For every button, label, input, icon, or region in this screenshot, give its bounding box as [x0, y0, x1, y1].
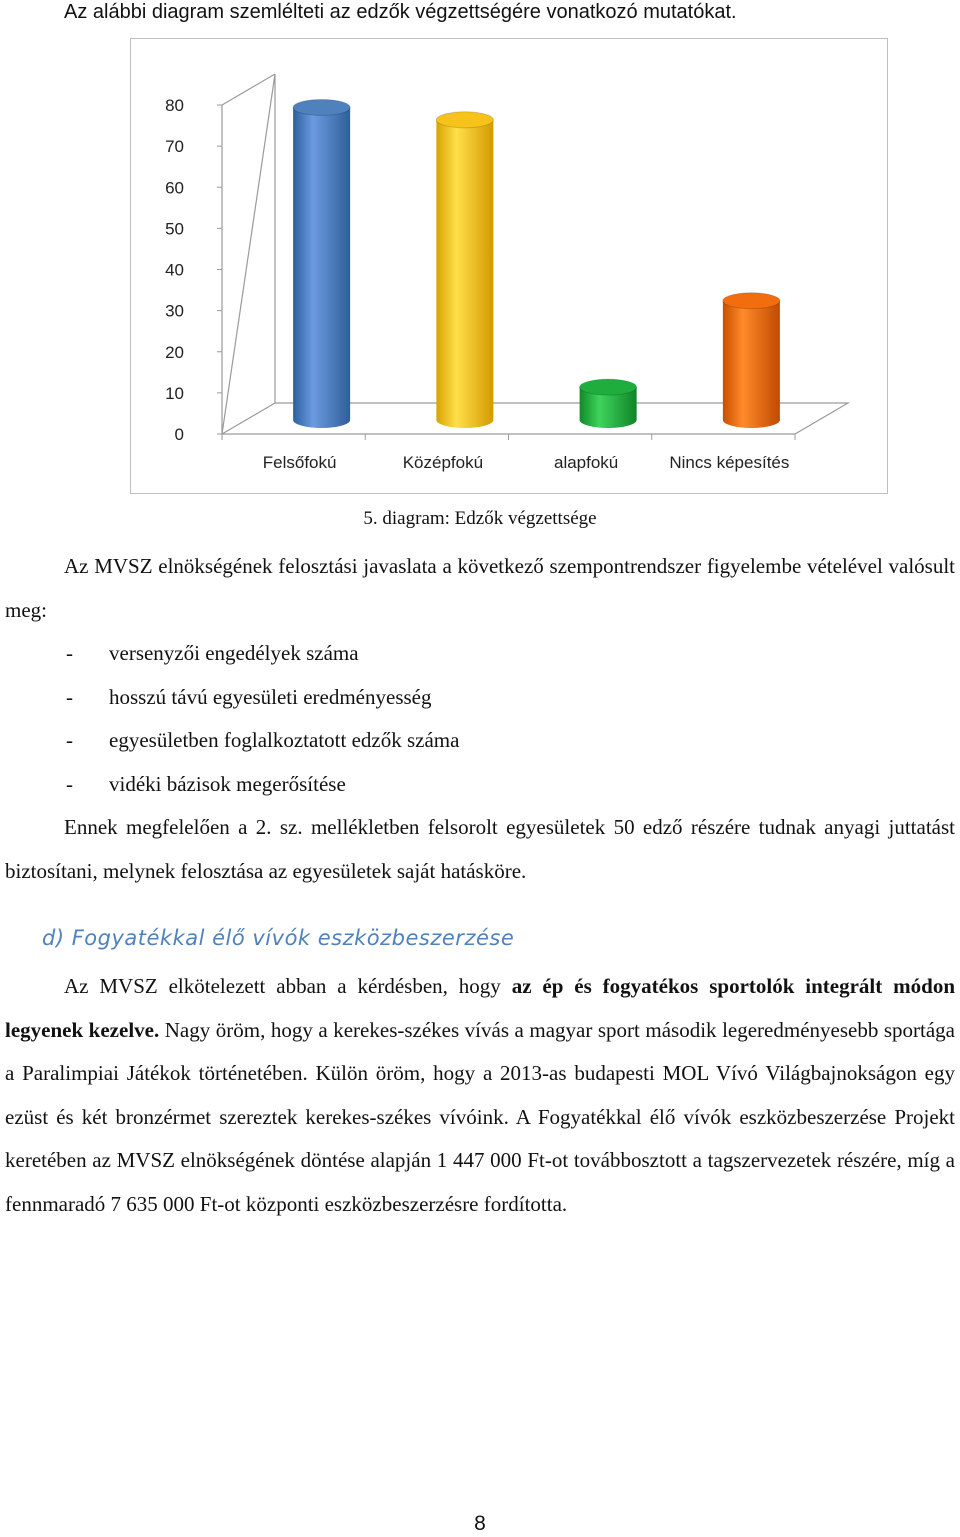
- y-tick-label: 0: [174, 425, 184, 444]
- list-item: - vidéki bázisok megerősítése: [66, 771, 346, 796]
- y-tick-label: 30: [165, 301, 184, 321]
- list-item: - hosszú távú egyesületi eredményesség: [66, 684, 432, 709]
- y-tick-label: 50: [165, 219, 184, 239]
- y-tick-label: 80: [165, 96, 184, 115]
- bar-chart: [130, 38, 888, 494]
- page-number: 8: [474, 1512, 486, 1535]
- y-tick-label: 60: [165, 178, 184, 198]
- list-item: - egyesületben foglalkoztatott edzők száma: [66, 728, 460, 752]
- paragraph-criteria: Az MVSZ elnökségének felosztási javaslata a következő szempontrendszer figyelembe vételével valósult meg:: [5, 554, 955, 622]
- paragraph-disabled-fencers: Az MVSZ elkötelezett abban a kérdésben, hogy az ép és fogyatékos sportolók integrált módon legyenek kezelve. Nagy öröm, hogy a kerekes-székes vívás a magyar sport második legeredményesebb sportága a Paralimpiai Játékok történetében. Külön öröm, hogy a 2013-as budapesti MOL Vívó Világbajnokságon egy ezüst és két bronzérmet szereztek kerekes-székes vívóink. A Fogyatékkal élő vívók eszközbeszerzése Projekt keretében az MVSZ elnökségének döntése alapján 1 447 000 Ft-ot továbbosztott a tagszervezetek részére, míg a fennmaradó 7 635 000 Ft-ot központi eszközbeszerzésre fordította.: [5, 974, 956, 1216]
- emphasis-text: az ép és fogyatékos sportolók integrált módon legyenek kezelve.: [5, 974, 956, 1042]
- x-tick-label: Felsőfokú: [262, 453, 337, 472]
- x-tick-label: alapfokú: [553, 453, 619, 472]
- y-tick-label: 40: [165, 260, 184, 280]
- y-tick-label: 70: [165, 137, 184, 157]
- chart-caption: 5. diagram: Edzők végzettsége: [363, 508, 597, 529]
- bar: [580, 379, 637, 428]
- y-axis-depth: [222, 74, 275, 105]
- y-tick-label: 20: [165, 342, 184, 362]
- y-tick-label: 10: [165, 383, 184, 403]
- bar: [436, 112, 493, 428]
- x-tick-label: Középfokú: [402, 453, 484, 472]
- x-tick-label: Nincs képesítés: [669, 453, 790, 472]
- criteria-list: [66, 632, 459, 806]
- paragraph-allocation: Ennek megfelelően a 2. sz. mellékletben felsorolt egyesületek 50 edző részére tudnak anyagi juttatást biztosítani, melynek felosztása az egyesületek saját hatásköre.: [5, 815, 955, 883]
- section-heading: d) Fogyatékkal élő vívók eszközbeszerzése: [42, 926, 515, 950]
- bar: [723, 293, 780, 428]
- bar: [293, 99, 350, 428]
- intro-text: Az alábbi diagram szemlélteti az edzők végzettségére vonatkozó mutatókat.: [64, 1, 737, 23]
- list-item: - versenyzői engedélyek száma: [66, 641, 359, 665]
